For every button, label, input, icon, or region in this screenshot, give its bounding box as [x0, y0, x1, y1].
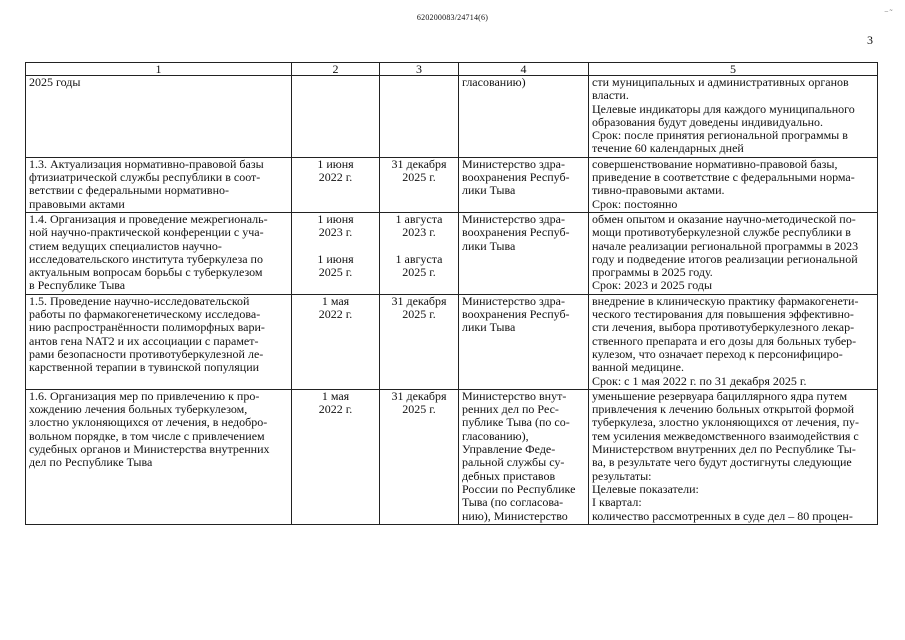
- end-date-cell: [380, 76, 459, 158]
- table-row: [26, 76, 878, 158]
- responsible-cell: Министерство здра- воохранения Респуб- лики Тыва: [459, 294, 589, 389]
- end-date-cell: 31 декабря 2025 г.: [380, 389, 459, 524]
- start-date-cell: 1 июня 2022 г.: [292, 157, 380, 212]
- end-date-cell: 1 августа 2023 г. 1 августа 2025 г.: [380, 212, 459, 294]
- end-date-cell: 31 декабря 2025 г.: [380, 294, 459, 389]
- responsible-cell: гласованию): [459, 76, 589, 158]
- start-date-cell: 1 июня 2023 г. 1 июня 2025 г.: [292, 212, 380, 294]
- task-cell: 2025 годы: [26, 76, 292, 158]
- responsible-cell: Министерство внут- ренних дел по Рес- публике Тыва (по со- гласованию), Управление Феде- ральной службы су- дебных приставов России по Республике Тыва (по согласова- нию), Министерство: [459, 389, 589, 524]
- result-cell: уменьшение резервуара бациллярного ядра путем привлечения к лечению больных открытой формой туберкулеза, злостно уклоняющихся от лечения, пу- тем усиления межведомственного взаимодействия с Министерством внутренних дел по Республике Ты- ва, в результате чего будут достигнуты следующие результаты: Целевые показатели: I квартал: количество рассмотренных в суде дел – 80 процен-: [589, 389, 878, 524]
- table-row: [26, 212, 878, 294]
- start-date-cell: [292, 76, 380, 158]
- responsible-cell: Министерство здра- воохранения Респуб- лики Тыва: [459, 157, 589, 212]
- responsible-cell: Министерство здра- воохранения Респуб- лики Тыва: [459, 212, 589, 294]
- start-date-cell: 1 мая 2022 г.: [292, 294, 380, 389]
- task-cell: 1.3. Актуализация нормативно-правовой базы фтизиатрической службы республики в соот- ветствии с федеральными нормативно- правовыми актами: [26, 157, 292, 212]
- table-row: [26, 157, 878, 212]
- start-date-cell: 1 мая 2022 г.: [292, 389, 380, 524]
- program-table: [25, 62, 878, 525]
- column-header-1: 1: [26, 63, 292, 76]
- column-header-3: 3: [380, 63, 459, 76]
- task-cell: 1.4. Организация и проведение межрегиональ- ной научно-практической конференции с уча- стием ведущих специалистов научно- исследовательского института туберкулеза по актуальным вопросам борьбы с туберкулезом в Республике Тыва: [26, 212, 292, 294]
- column-header-5: 5: [589, 63, 878, 76]
- end-date-cell: 31 декабря 2025 г.: [380, 157, 459, 212]
- result-cell: сти муниципальных и административных органов власти. Целевые индикаторы для каждого муниципального образования будут доведены индивидуально. Срок: после принятия региональной программы в течение 60 календарных дней: [589, 76, 878, 158]
- task-cell: 1.5. Проведение научно-исследовательской работы по фармакогенетическому исследова- нию распространённости полиморфных вари- антов гена NAT2 и их ассоциации с парамет- рами безопасности противотуберкулезной ле- карственной терапии в тувинской популяции: [26, 294, 292, 389]
- document-id: 620200083/24714(6): [416, 13, 489, 22]
- table-row: [26, 294, 878, 389]
- column-header-2: 2: [292, 63, 380, 76]
- task-cell: 1.6. Организация мер по привлечению к про- хождению лечения больных туберкулезом, злостно уклоняющихся от лечения, в недобро- вольном порядке, в том числе с привлечением судебных органов и Министерства внутренних дел по Республике Тыва: [26, 389, 292, 524]
- result-cell: обмен опытом и оказание научно-методической по- мощи противотуберкулезной службе республики в начале реализации региональной программы в 2023 году и подведение итогов реализации региональной программы в 2025 году. Срок: 2023 и 2025 годы: [589, 212, 878, 294]
- result-cell: внедрение в клиническую практику фармакогенети- ческого тестирования для повышения эффективно- сти лечения, выбора противотуберкулезного лекар- ственного препарата и его дозы для больных тубер- кулезом, что означает переход к персонифициро- ванной медицине. Срок: с 1 мая 2022 г. по 31 декабря 2025 г.: [589, 294, 878, 389]
- table-row: [26, 389, 878, 524]
- column-number-row: [26, 63, 878, 76]
- page-number: 3: [867, 33, 873, 47]
- corner-mark: ⁻ ͂: [884, 8, 892, 18]
- column-header-4: 4: [459, 63, 589, 76]
- result-cell: совершенствование нормативно-правовой базы, приведение в соответствие с федеральными норма- тивно-правовыми актами. Срок: постоянно: [589, 157, 878, 212]
